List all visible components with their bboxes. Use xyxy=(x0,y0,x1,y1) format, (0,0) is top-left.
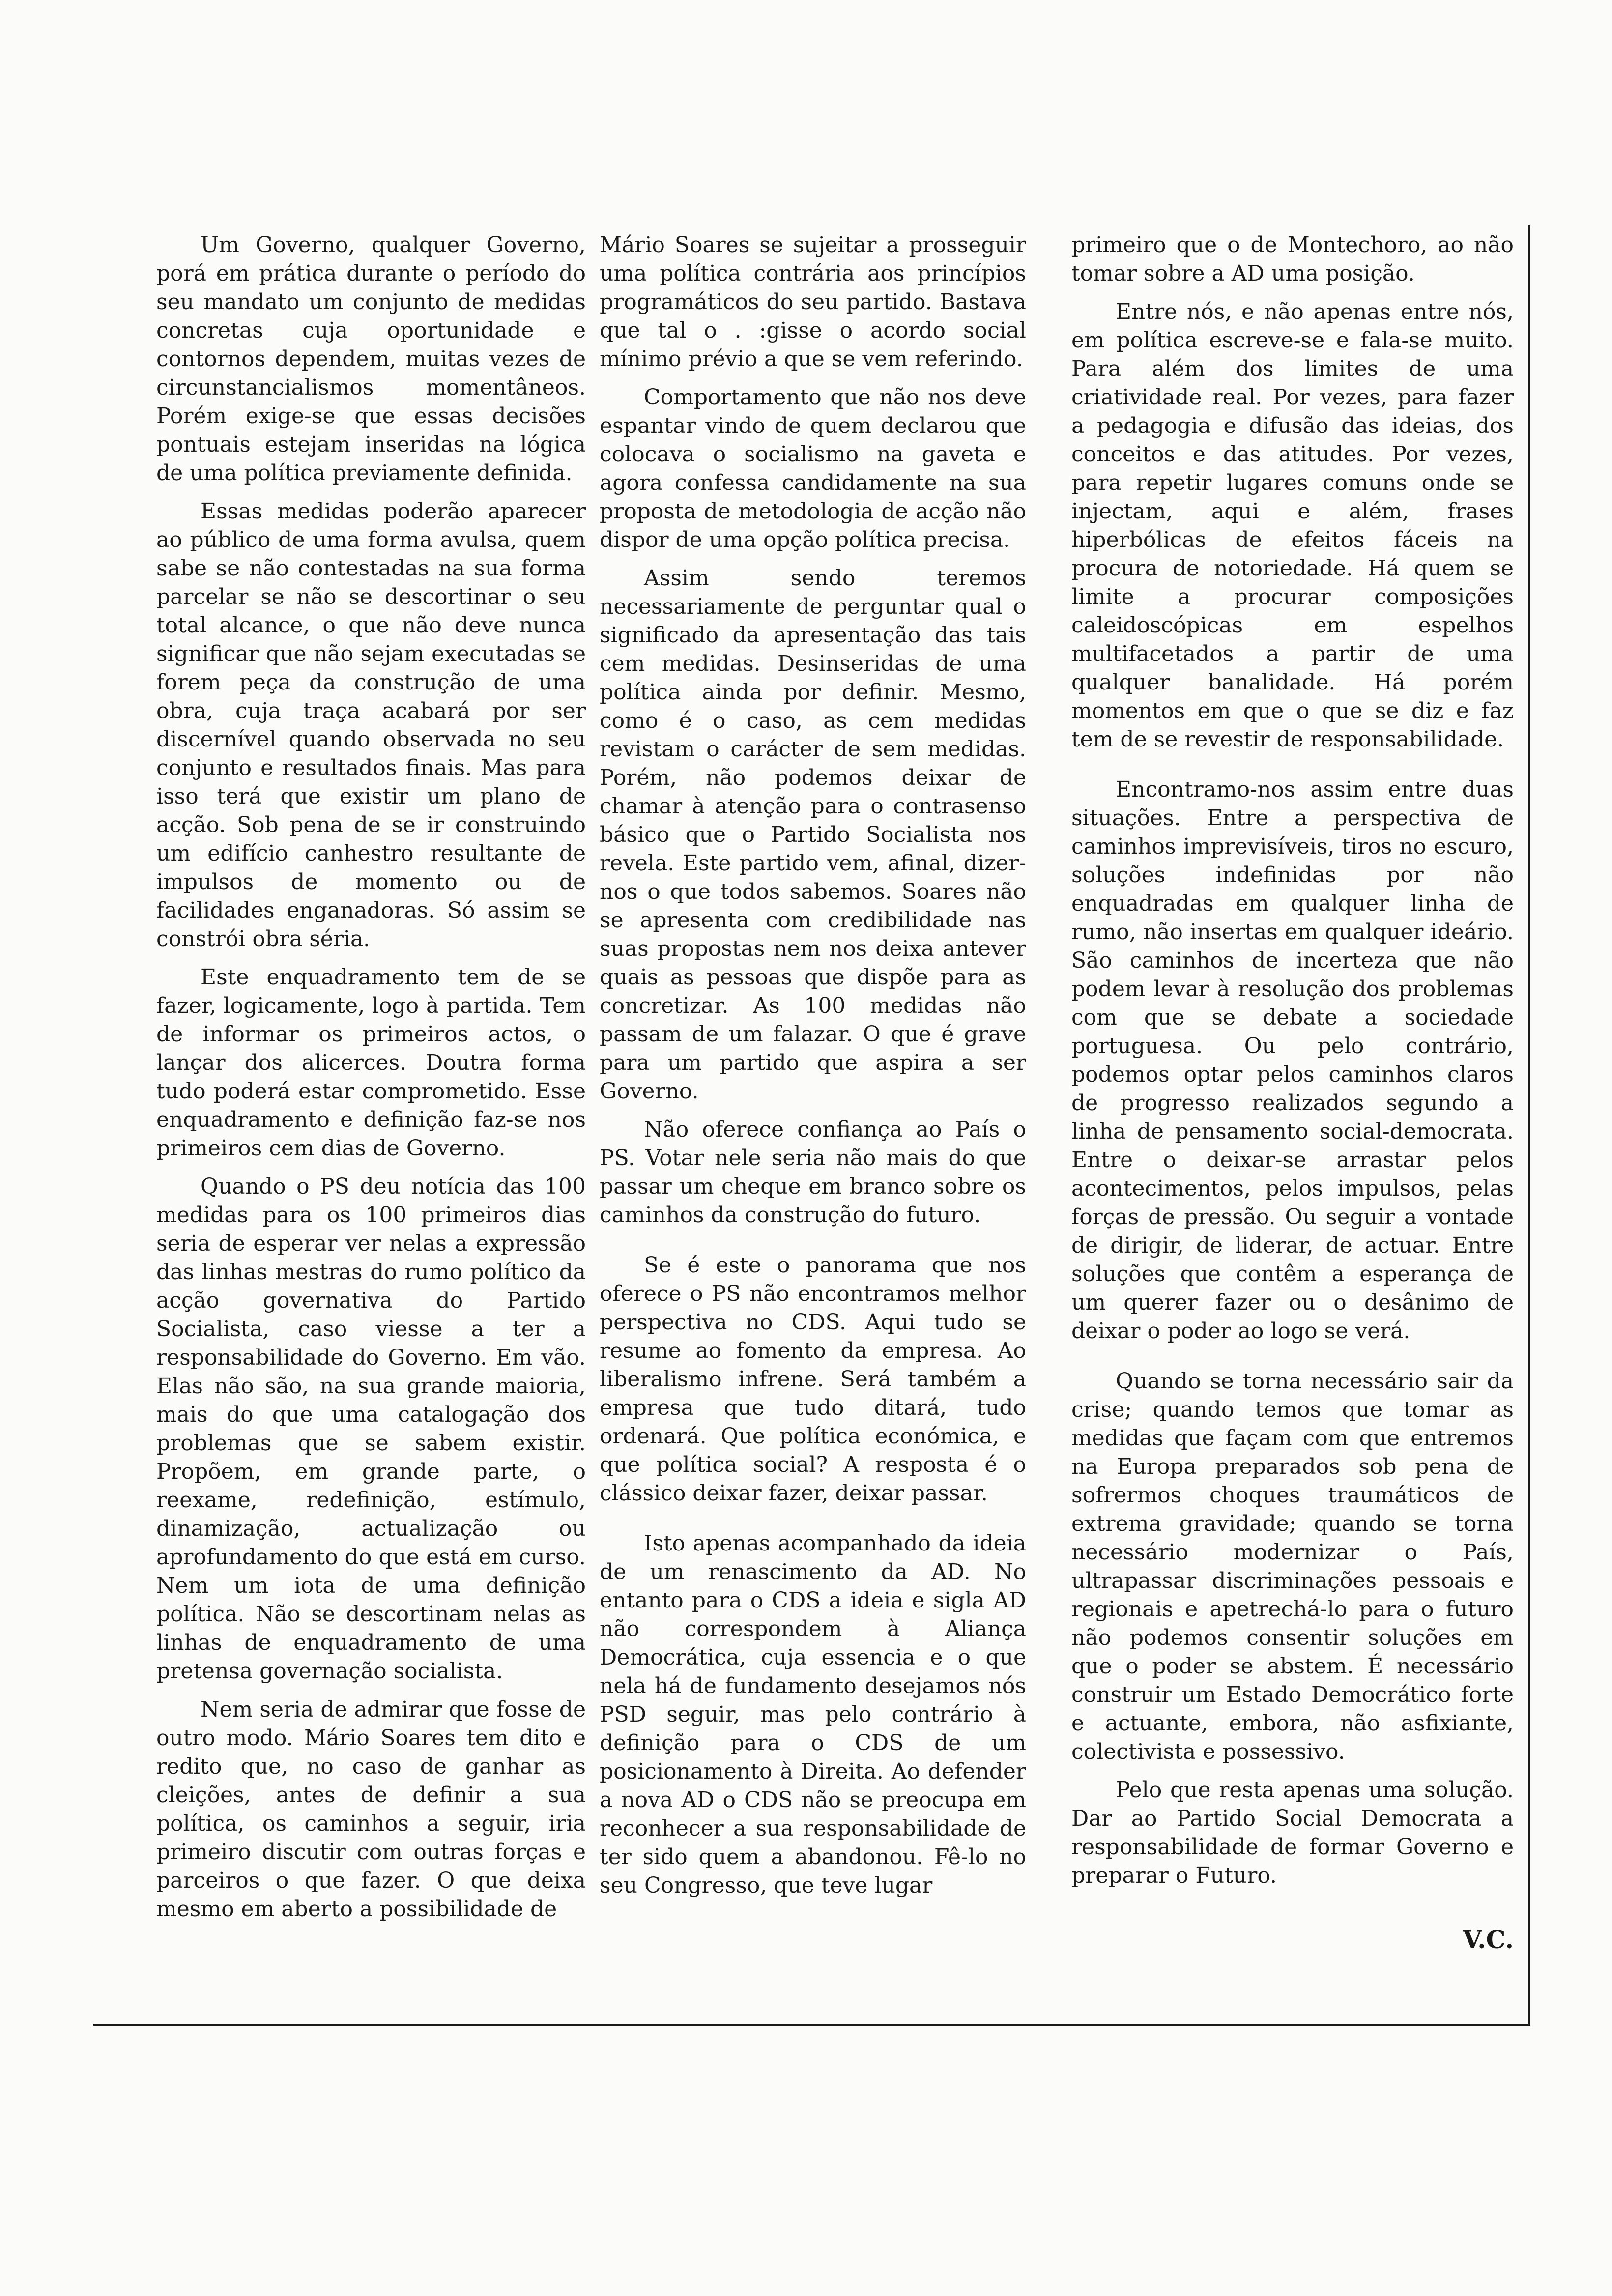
paragraph: Mário Soares se sujeitar a prosseguir uma política contrária aos princípios programáticos do seu partido. Bastava que tal o . :gisse o acordo social mínimo prévio a que se vem referindo. xyxy=(600,232,1026,372)
paragraph: Nem seria de admirar que fosse de outro modo. Mário Soares tem dito e redito que, no caso de ganhar as cleições, antes de definir a sua política, os caminhos a seguir, iria primeiro discutir com outras forças e parceiros o que fazer. O que deixa mesmo em aberto a possibilidade de xyxy=(156,1697,586,1922)
paragraph: Comportamento que não nos deve espantar vindo de quem declarou que colocava o socialismo na gaveta e agora confessa candidamente na sua proposta de metodologia de acção não dispor de uma opção política precisa. xyxy=(600,385,1026,552)
paragraph: Um Governo, qualquer Governo, porá em prática durante o período do seu mandato um conjunto de medidas concretas cuja oportunidade e contornos dependem, muitas vezes de circunstancialismos momentâneos. Porém exige-se que essas decisões pontuais estejam inseridas na lógica de uma política previamente definida. xyxy=(156,232,586,486)
paragraph: Isto apenas acompanhado da ideia de um renascimento da AD. No entanto para o CDS a ideia e sigla AD não correspondem à Aliança Democrática, cuja essencia e o que nela há de fundamento desejamos nós PSD seguir, mas pelo contrário à definição para o CDS de um posicionamento à Direita. Ao defender a nova AD o CDS não se preocupa em reconhecer a sua responsabilidade de ter sido quem a abandonou. Fê-lo no seu Congresso, que teve lugar xyxy=(600,1531,1026,1898)
author-signature: V.C. xyxy=(1463,1925,1514,1954)
bottom-rule xyxy=(93,2024,1530,2026)
paragraph: Encontramo-nos assim entre duas situações. Entre a perspectiva de caminhos imprevisíveis, tiros no escuro, soluções indefinidas por não enquadradas em qualquer linha de rumo, não insertas em qualquer ideário. São caminhos de incerteza que não podem levar à resolução dos problemas com que se debate a sociedade portuguesa. Ou pelo contrário, podemos optar pelos caminhos claros de progresso realizados segundo a linha de pensamento social-democrata. Entre o deixar-se arrastar pelos acontecimentos, pelos impulsos, pelas forças de pressão. Ou seguir a vontade de dirigir, de liderar, de actuar. Entre soluções que contêm a esperança de um querer fazer ou o desânimo de deixar o poder ao logo se verá. xyxy=(1071,777,1514,1344)
paragraph: Este enquadramento tem de se fazer, logicamente, logo à partida. Tem de informar os primeiros actos, o lançar dos alicerces. Doutra forma tudo poderá estar comprometido. Esse enquadramento e definição faz-se nos primeiros cem dias de Governo. xyxy=(156,965,586,1161)
paragraph: Não oferece confiança ao País o PS. Votar nele seria não mais do que passar um cheque em branco sobre os caminhos da construção do futuro. xyxy=(600,1117,1026,1228)
paragraph: primeiro que o de Montechoro, ao não tomar sobre a AD uma posição. xyxy=(1071,232,1514,286)
article-column-1 xyxy=(156,231,586,1980)
paragraph: Quando se torna necessário sair da crise; quando temos que tomar as medidas que façam com que entremos na Europa preparados sob pena de sofrermos choques traumáticos de extrema gravidade; quando se torna necessário modernizar o País, ultrapassar discriminações pessoais e regionais e apetrechá-lo para o futuro não podemos consentir soluções em que o poder se abstem. É necessário construir um Estado Democrático forte e actuante, embora, não asfixiante, colectivista e possessivo. xyxy=(1071,1369,1514,1764)
paragraph: Pelo que resta apenas uma solução. Dar ao Partido Social Democrata a responsabilidade de formar Governo e preparar o Futuro. xyxy=(1071,1778,1514,1888)
paragraph: Entre nós, e não apenas entre nós, em política escreve-se e fala-se muito. Para além dos limites de uma criatividade real. Por vezes, para fazer a pedagogia e difusão das ideias, dos conceitos e das atitudes. Por vezes, para repetir lugares comuns onde se injectam, aqui e além, frases hiperbólicas de efeitos fáceis na procura de notoriedade. Há quem se limite a procurar composições caleidoscópicas em espelhos multifacetados a partir de uma qualquer banalidade. Há porém momentos em que o que se diz e faz tem de se revestir de responsabilidade. xyxy=(1071,299,1514,752)
column-rule-right xyxy=(1528,225,1530,2025)
article-column-3 xyxy=(1071,231,1514,1980)
paragraph: Essas medidas poderão aparecer ao público de uma forma avulsa, quem sabe se não contestadas na sua forma parcelar se não se descortinar o seu total alcance, o que não deve nunca significar que não sejam executadas se forem peça da construção de uma obra, cuja traça acabará por ser discernível quando observada no seu conjunto e resultados finais. Mas para isso terá que existir um plano de acção. Sob pena de se ir construindo um edifício canhestro resultante de impulsos de momento ou de facilidades enganadoras. Só assim se constrói obra séria. xyxy=(156,499,586,951)
paragraph: Assim sendo teremos necessariamente de perguntar qual o significado da apresentação das tais cem medidas. Desinseridas de uma política ainda por definir. Mesmo, como é o caso, as cem medidas revistam o carácter de sem medidas. Porém, não podemos deixar de chamar à atenção para o contrasenso básico que o Partido Socialista nos revela. Este partido vem, afinal, dizer-nos o que todos sabemos. Soares não se apresenta com credibilidade nas suas propostas nem nos deixa antever quais as pessoas que dispõe para as concretizar. As 100 medidas não passam de um falazar. O que é grave para um partido que aspira a ser Governo. xyxy=(600,566,1026,1104)
paragraph: Se é este o panorama que nos oferece o PS não encontramos melhor perspectiva no CDS. Aqui tudo se resume ao fomento da empresa. Ao liberalismo infrene. Será também a empresa que tudo ditará, tudo ordenará. Que política económica, e que política social? A resposta é o clássico deixar fazer, deixar passar. xyxy=(600,1253,1026,1506)
paragraph: Quando o PS deu notícia das 100 medidas para os 100 primeiros dias seria de esperar ver nelas a expressão das linhas mestras do rumo político da acção governativa do Partido Socialista, caso viesse a ter a responsabilidade do Governo. Em vão. Elas não são, na sua grande maioria, mais do que uma catalogação dos problemas que se sabem existir. Propõem, em grande parte, o reexame, redefinição, estímulo, dinamização, actualização ou aprofundamento do que está em curso. Nem um iota de uma definição política. Não se descortinam nelas as linhas de enquadramento de uma pretensa governação socialista. xyxy=(156,1174,586,1684)
article-column-2 xyxy=(600,231,1026,1980)
